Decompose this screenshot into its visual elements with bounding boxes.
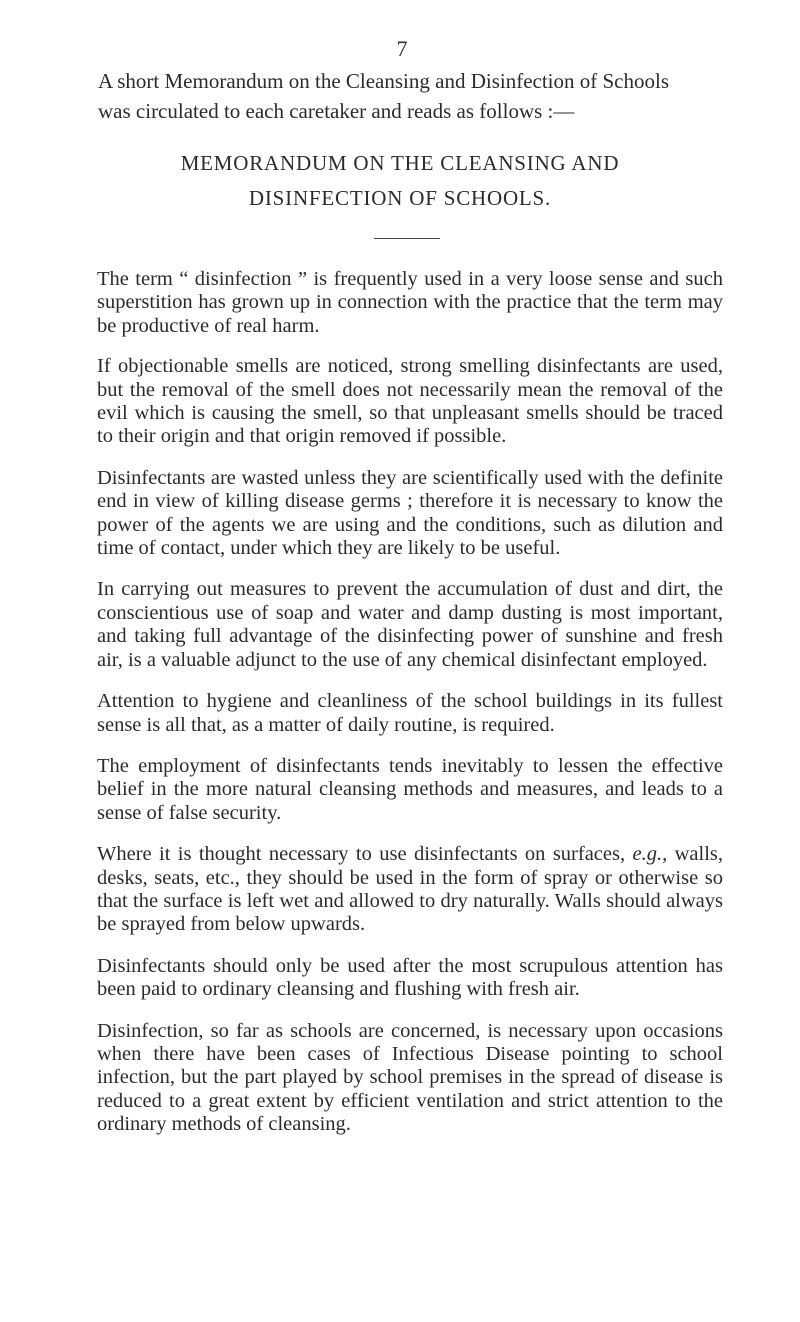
paragraph-disinfectants-wasted: Disinfectants are wasted unless they are scientifically used with the definite end in view of killing disease germs ; therefore it is necessary to know the power of the agents we are using and the conditions, such as dilution and time of contact, under which they are likely to be useful. [97,466,723,560]
surfaces-text-after: walls, desks, seats, etc., they should be used in the form of spray or otherwise so that the surface is left wet and allowed to dry naturally. Walls should always be sprayed from below upwards. [97,843,724,936]
paragraph-scrupulous-attention: Disinfectants should only be used after the most scrupulous attention has been paid to ordinary cleansing and flushing with fresh air. [97,954,723,1001]
intro-line-1: A short Memorandum on the Cleansing and Disinfection of Schools [98,69,670,93]
paragraph-objectionable-smells: If objectionable smells are noticed, strong smelling disinfectants are used, but the removal of the smell does not necessarily mean the removal of the evil which is causing the smell, so that unpleasant smells should be traced to their origin and that origin removed if possible. [97,355,723,448]
paragraph-false-security: The employment of disinfectants tends inevitably to lessen the effective belief in the more natural cleansing methods and measures, and leads to a sense of false security. [97,754,723,824]
memorandum-body [97,268,723,1155]
paragraph-surfaces-spray [97,843,723,937]
memorandum-heading [100,146,700,216]
heading-divider [374,238,440,239]
page-number: 7 [396,36,408,61]
intro-line-2: was circulated to each caretaker and reads as follows :— [98,99,575,123]
heading-line-1: MEMORANDUM ON THE CLEANSING AND [180,151,620,175]
paragraph-term-disinfection: The term “ disinfection ” is frequently used in a very loose sense and such superstition has grown up in connection with the practice that the term may be productive of real harm. [97,268,723,337]
surfaces-eg: e.g., [632,843,668,866]
paragraph-hygiene-attention: Attention to hygiene and cleanliness of the school buildings in its fullest sense is all that, as a matter of daily routine, is required. [97,690,723,736]
paragraph-dust-and-dirt: In carrying out measures to prevent the accumulation of dust and dirt, the conscientious use of soap and water and damp dusting is most important, and taking full advantage of the disinfecting power of sunshine and fresh air, is a valuable adjunct to the use of any chemical disinfectant employed. [97,578,723,671]
paragraph-school-infection: Disinfection, so far as schools are concerned, is necessary upon occasions when there have been cases of Infectious Disease pointing to school infection, but the part played by school premises in the spread of disease is reduced to a great extent by efficient ventilation and strict attention to the ordinary methods of cleansing. [97,1019,723,1136]
heading-line-2: DISINFECTION OF SCHOOLS. [248,186,552,210]
intro-text [98,66,718,126]
surfaces-text-before: Where it is thought necessary to use disinfectants on surfaces, [97,843,626,866]
